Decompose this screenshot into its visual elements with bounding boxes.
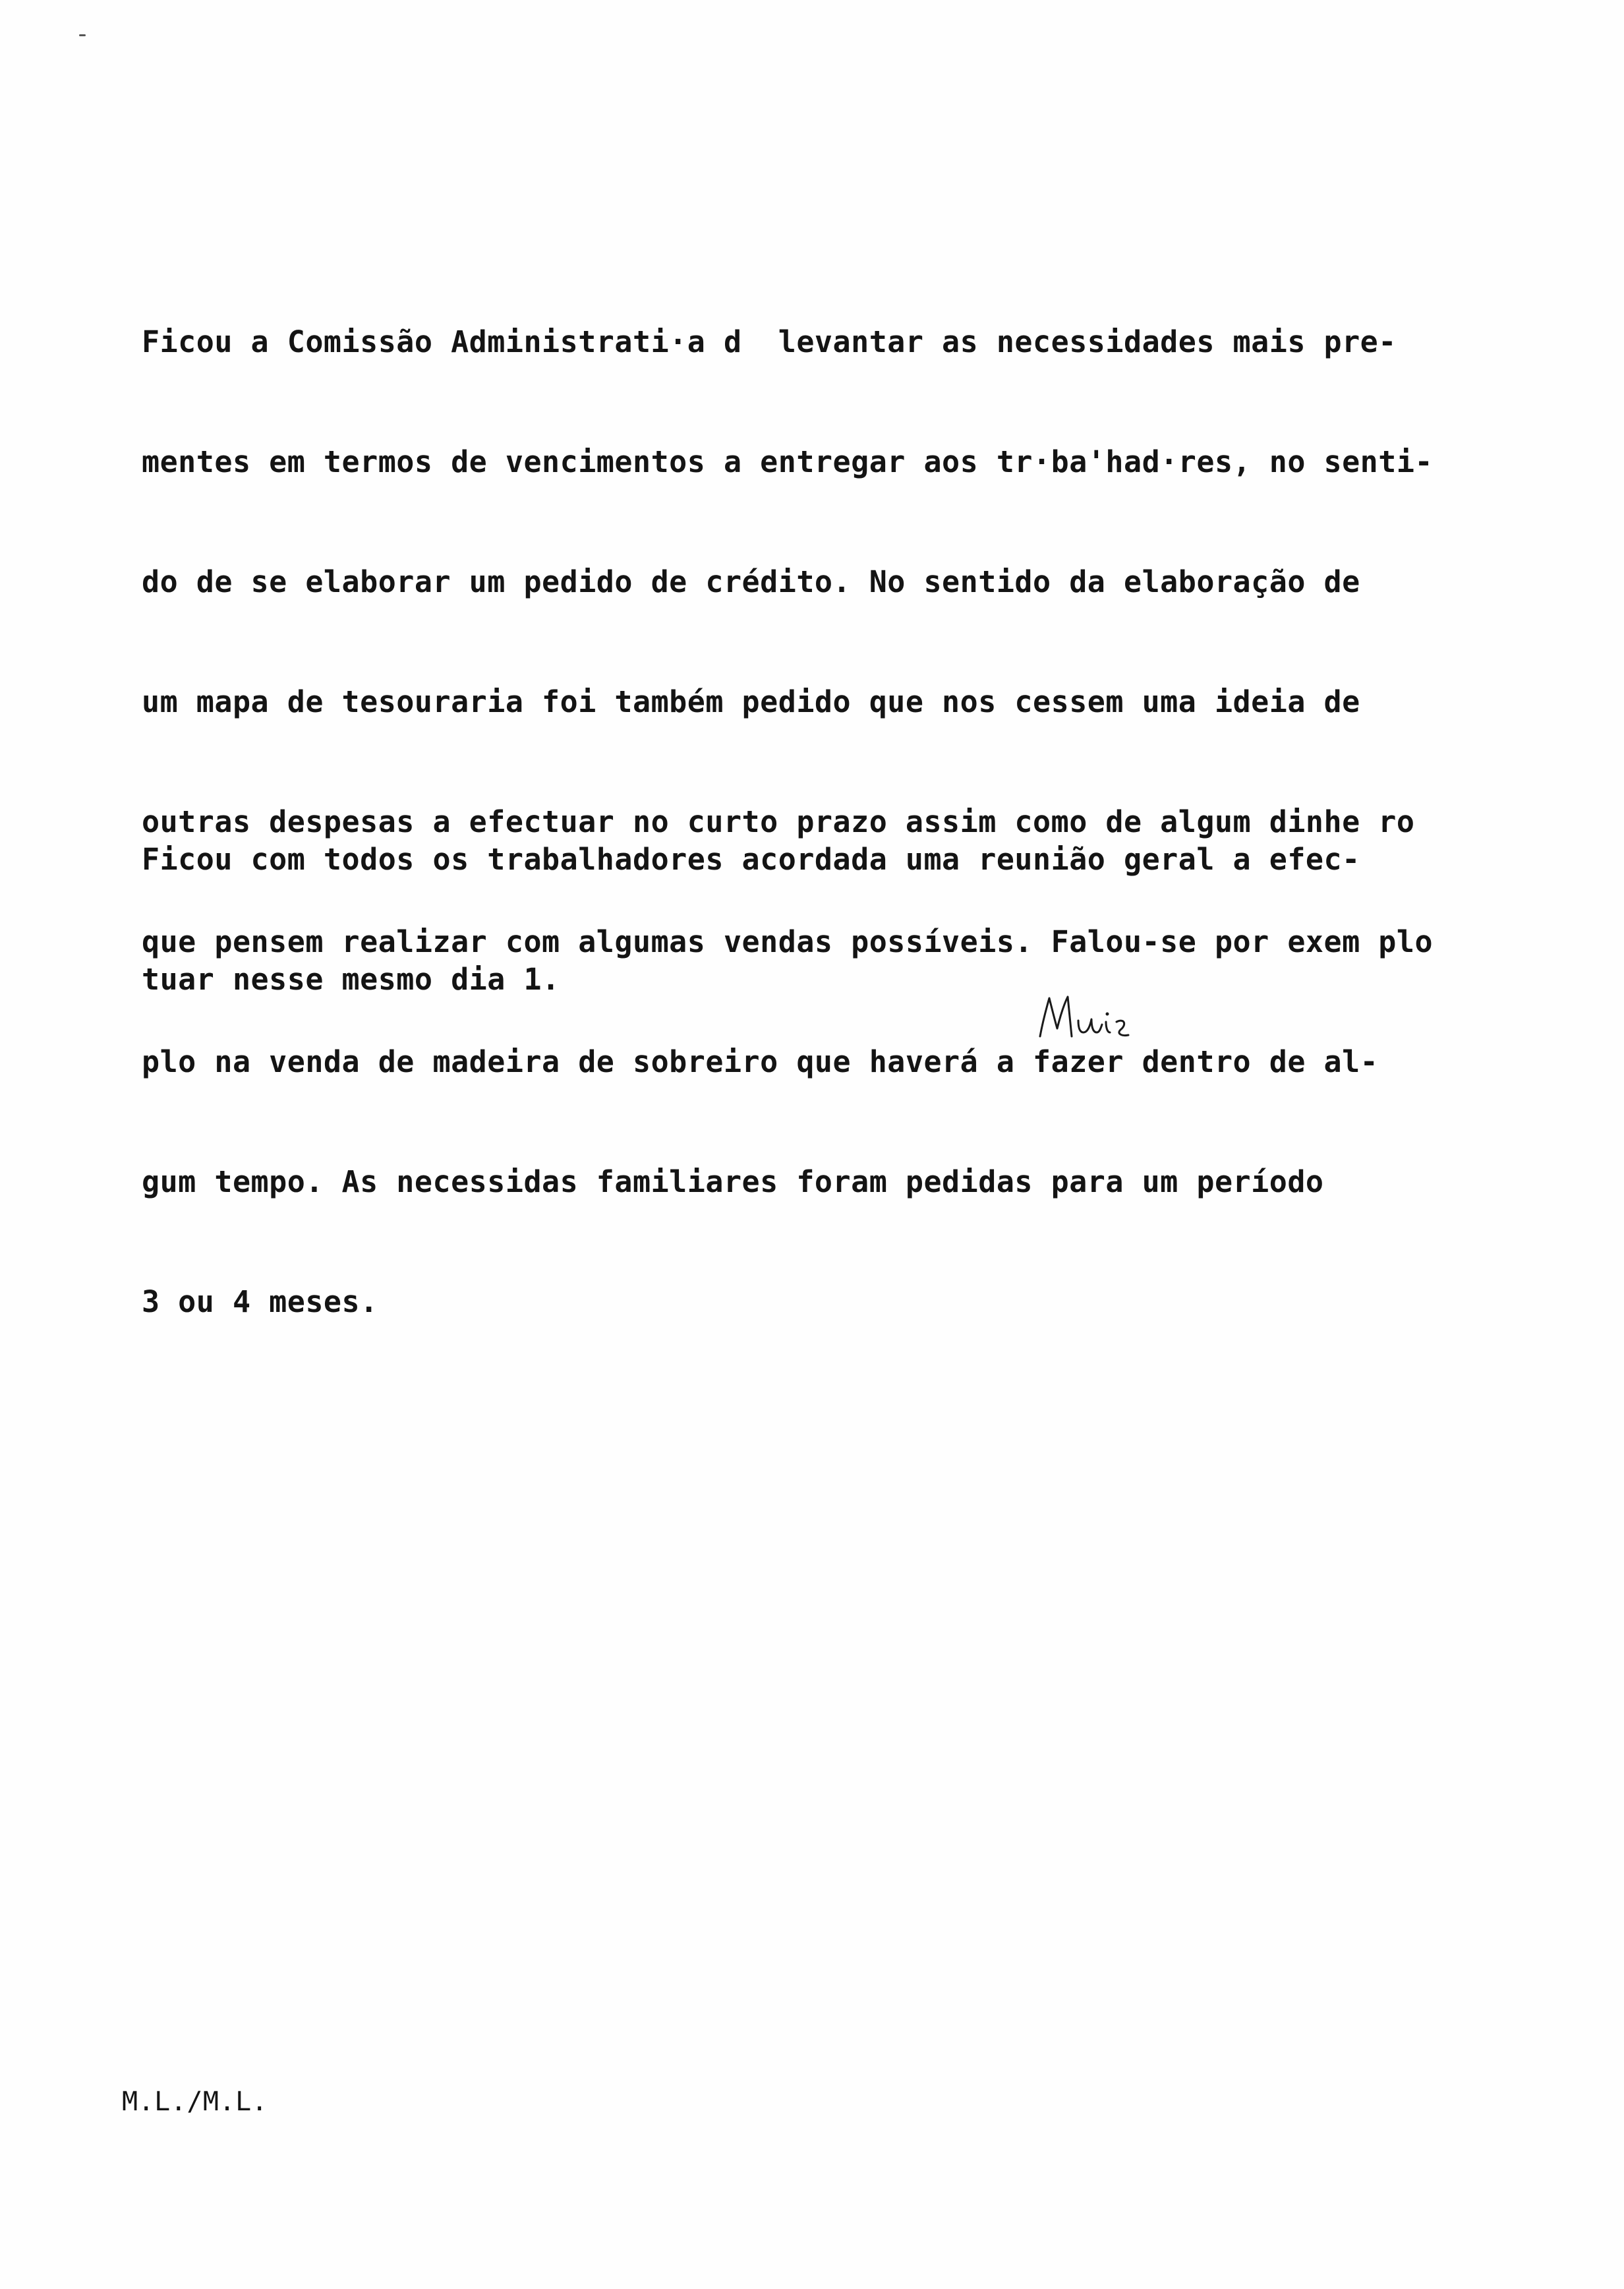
paragraph-1-line: mentes em termos de vencimentos a entregar aos tr·ba'had·res, no senti- (142, 444, 1434, 479)
paragraph-1-line: 3 ou 4 meses. (142, 1284, 378, 1319)
paragraph-1-line: um mapa de tesouraria foi também pedido que nos cessem uma ideia de (142, 684, 1360, 719)
paragraph-2-line: tuar nesse mesmo dia 1. (142, 962, 560, 997)
paragraph-1-line: que pensem realizar com algumas vendas possíveis. Falou-se por exem plo (142, 924, 1434, 959)
handwritten-signature (1035, 989, 1153, 1048)
paragraph-1-line: gum tempo. As necessidas familiares foram pedidas para um período (142, 1164, 1324, 1199)
paragraph-1-line: do de se elaborar um pedido de crédito. No sentido da elaboração de (142, 564, 1360, 599)
paragraph-1-line: Ficou a Comissão Administrati·a d levantar as necessidades mais pre- (142, 324, 1397, 359)
paragraph-1-line: outras despesas a efectuar no curto prazo assim como de algum dinhe ro (142, 804, 1415, 839)
paragraph-2-line: Ficou com todos os trabalhadores acordada uma reunião geral a efec- (142, 842, 1360, 877)
footer-initials: M.L./M.L. (122, 2087, 268, 2117)
scan-speck (79, 34, 86, 36)
paragraph-1-line: plo na venda de madeira de sobreiro que haverá a fazer dentro de al- (142, 1044, 1379, 1079)
paragraph-2 (142, 765, 1513, 1075)
